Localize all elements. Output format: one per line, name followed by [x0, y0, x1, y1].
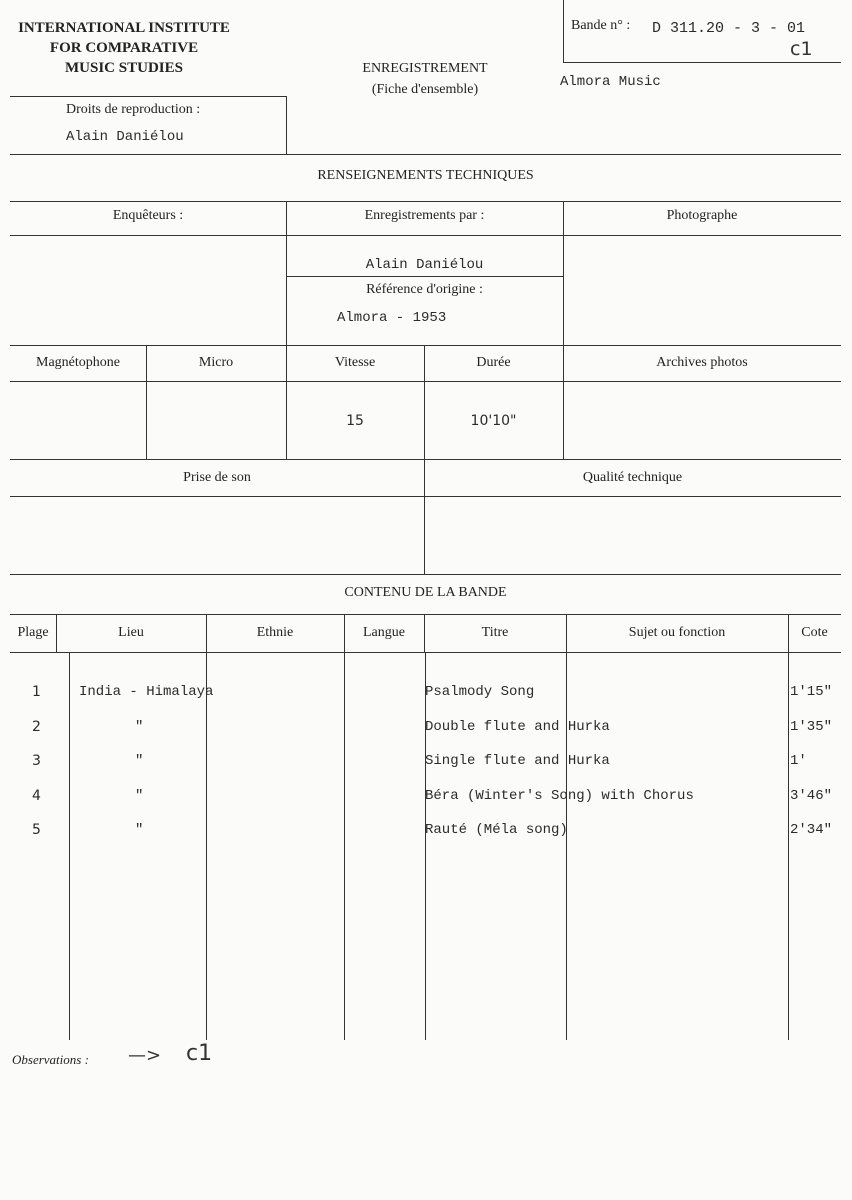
- track-plage: 2: [32, 719, 41, 735]
- col-titre: Titre: [481, 625, 509, 640]
- institute-line-1: INTERNATIONAL INSTITUTE: [18, 20, 230, 36]
- track-cote: 1': [790, 753, 807, 769]
- track-plage: 3: [32, 753, 41, 769]
- enregistrements-value: Alain Daniélou: [365, 257, 484, 273]
- col-lieu: Lieu: [118, 625, 144, 640]
- reference-label: Référence d'origine :: [366, 282, 483, 297]
- photographe-label: Photographe: [666, 208, 738, 223]
- track-titre: Rauté (Méla song): [425, 822, 568, 838]
- track-lieu: ": [135, 788, 144, 804]
- track-cote: 1'35": [790, 719, 833, 735]
- bande-number: D 311.20 - 3 - 01: [652, 20, 806, 37]
- track-plage: 4: [32, 788, 41, 804]
- droits-label: Droits de reproduction :: [66, 102, 201, 117]
- duree-label: Durée: [476, 355, 511, 370]
- observations-arrow: —>: [128, 1045, 162, 1066]
- prise-de-son-label: Prise de son: [183, 470, 251, 485]
- renseignements-title: RENSEIGNEMENTS TECHNIQUES: [317, 168, 534, 183]
- col-ethnie: Ethnie: [256, 625, 294, 640]
- track-cote: 2'34": [790, 822, 833, 838]
- enqueteurs-label: Enquêteurs :: [112, 208, 184, 223]
- vitesse-label: Vitesse: [334, 355, 376, 370]
- vitesse-value: 15: [346, 413, 364, 429]
- track-lieu: India - Himalaya: [79, 684, 214, 700]
- institute-line-3: MUSIC STUDIES: [65, 60, 183, 76]
- enregistrement-title: ENREGISTREMENT: [362, 61, 488, 76]
- col-plage: Plage: [17, 625, 49, 640]
- magnetophone-label: Magnétophone: [36, 355, 120, 370]
- enregistrements-label: Enregistrements par :: [364, 208, 485, 223]
- track-plage: 5: [32, 822, 41, 838]
- col-sujet: Sujet ou fonction: [628, 625, 726, 640]
- track-plage: 1: [32, 684, 41, 700]
- col-cote: Cote: [801, 625, 828, 640]
- track-titre: Béra (Winter's Song) with Chorus: [425, 788, 694, 804]
- bande-handwritten: c1: [790, 38, 813, 60]
- track-cote: 1'15": [790, 684, 833, 700]
- track-titre: Double flute and Hurka: [425, 719, 610, 735]
- duree-value: 10'10": [470, 413, 517, 429]
- track-lieu: ": [135, 822, 144, 838]
- micro-label: Micro: [198, 355, 234, 370]
- observations-value: c1: [186, 1041, 213, 1066]
- track-titre: Psalmody Song: [425, 684, 535, 700]
- track-cote: 3'46": [790, 788, 833, 804]
- enregistrement-heading: [340, 58, 510, 100]
- col-langue: Langue: [363, 625, 405, 640]
- track-lieu: ": [135, 753, 144, 769]
- institute-line-2: FOR COMPARATIVE: [49, 40, 199, 56]
- reference-value: Almora - 1953: [337, 310, 447, 326]
- bande-label: Bande n° :: [571, 18, 631, 33]
- collection-title: Almora Music: [560, 74, 661, 90]
- institute-name: [8, 18, 240, 78]
- track-lieu: ": [135, 719, 144, 735]
- enregistrement-subtitle: (Fiche d'ensemble): [371, 82, 479, 97]
- observations-label: Observations :: [12, 1052, 89, 1067]
- archives-label: Archives photos: [656, 355, 748, 370]
- contenu-title: CONTENU DE LA BANDE: [344, 585, 507, 600]
- track-titre: Single flute and Hurka: [425, 753, 610, 769]
- droits-value: Alain Daniélou: [66, 129, 184, 145]
- qualite-technique-label: Qualité technique: [582, 470, 683, 485]
